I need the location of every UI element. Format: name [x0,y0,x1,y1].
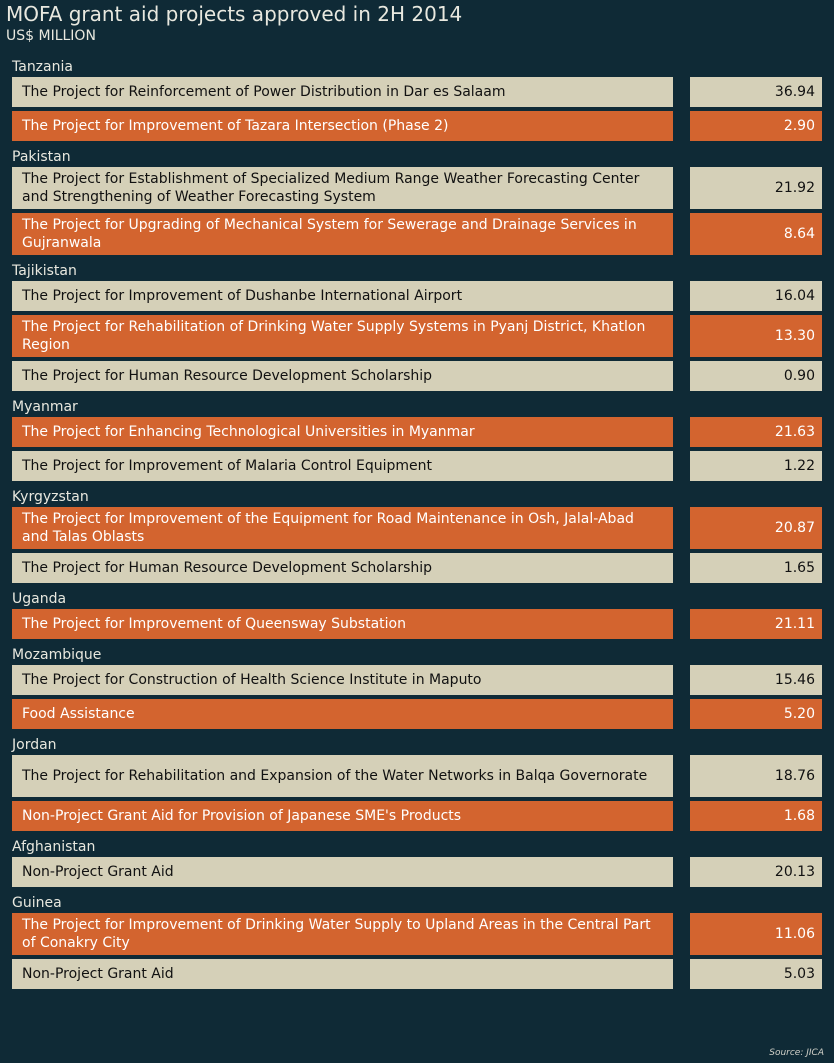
project-name: The Project for Human Resource Development Scholarship [12,361,673,391]
project-value: 1.22 [690,451,822,481]
project-name: The Project for Human Resource Development Scholarship [12,553,673,583]
project-name: The Project for Improvement of Tazara Intersection (Phase 2) [12,111,673,141]
project-name: Food Assistance [12,699,673,729]
country-label: Mozambique [12,647,102,663]
project-name: The Project for Enhancing Technological Universities in Myanmar [12,417,673,447]
project-name: The Project for Rehabilitation and Expansion of the Water Networks in Balqa Governorate [12,755,673,797]
project-value: 1.65 [690,553,822,583]
country-label: Afghanistan [12,839,96,855]
chart-title: MOFA grant aid projects approved in 2H 2014 [6,2,463,26]
chart-subtitle: US$ MILLION [6,28,96,44]
project-name: Non-Project Grant Aid [12,959,673,989]
country-label: Tanzania [12,59,73,75]
project-value: 16.04 [690,281,822,311]
country-label: Guinea [12,895,62,911]
project-value: 21.63 [690,417,822,447]
project-value: 21.11 [690,609,822,639]
country-label: Uganda [12,591,67,607]
project-value: 5.03 [690,959,822,989]
country-label: Pakistan [12,149,71,165]
project-value: 8.64 [690,213,822,255]
country-label: Jordan [12,737,57,753]
source-note: Source: JICA [769,1048,824,1058]
project-name: The Project for Improvement of Malaria Control Equipment [12,451,673,481]
project-name: The Project for Construction of Health Science Institute in Maputo [12,665,673,695]
project-name: The Project for Improvement of Queensway Substation [12,609,673,639]
project-value: 2.90 [690,111,822,141]
project-name: The Project for Reinforcement of Power Distribution in Dar es Salaam [12,77,673,107]
project-name: The Project for Improvement of Drinking Water Supply to Upland Areas in the Central Part of Conakry City [12,913,673,955]
project-value: 0.90 [690,361,822,391]
project-value: 20.13 [690,857,822,887]
project-value: 5.20 [690,699,822,729]
project-name: Non-Project Grant Aid [12,857,673,887]
project-value: 11.06 [690,913,822,955]
project-name: The Project for Rehabilitation of Drinking Water Supply Systems in Pyanj District, Khatlon Region [12,315,673,357]
country-label: Tajikistan [12,263,77,279]
project-value: 13.30 [690,315,822,357]
project-value: 1.68 [690,801,822,831]
project-name: The Project for Establishment of Specialized Medium Range Weather Forecasting Center and Strengthening of Weather Forecasting System [12,167,673,209]
project-value: 20.87 [690,507,822,549]
project-name: Non-Project Grant Aid for Provision of Japanese SME's Products [12,801,673,831]
project-value: 18.76 [690,755,822,797]
project-value: 21.92 [690,167,822,209]
project-name: The Project for Improvement of the Equipment for Road Maintenance in Osh, Jalal-Abad and Talas Oblasts [12,507,673,549]
country-label: Myanmar [12,399,78,415]
project-value: 15.46 [690,665,822,695]
project-name: The Project for Improvement of Dushanbe International Airport [12,281,673,311]
country-label: Kyrgyzstan [12,489,89,505]
project-value: 36.94 [690,77,822,107]
project-name: The Project for Upgrading of Mechanical System for Sewerage and Drainage Services in Gujranwala [12,213,673,255]
